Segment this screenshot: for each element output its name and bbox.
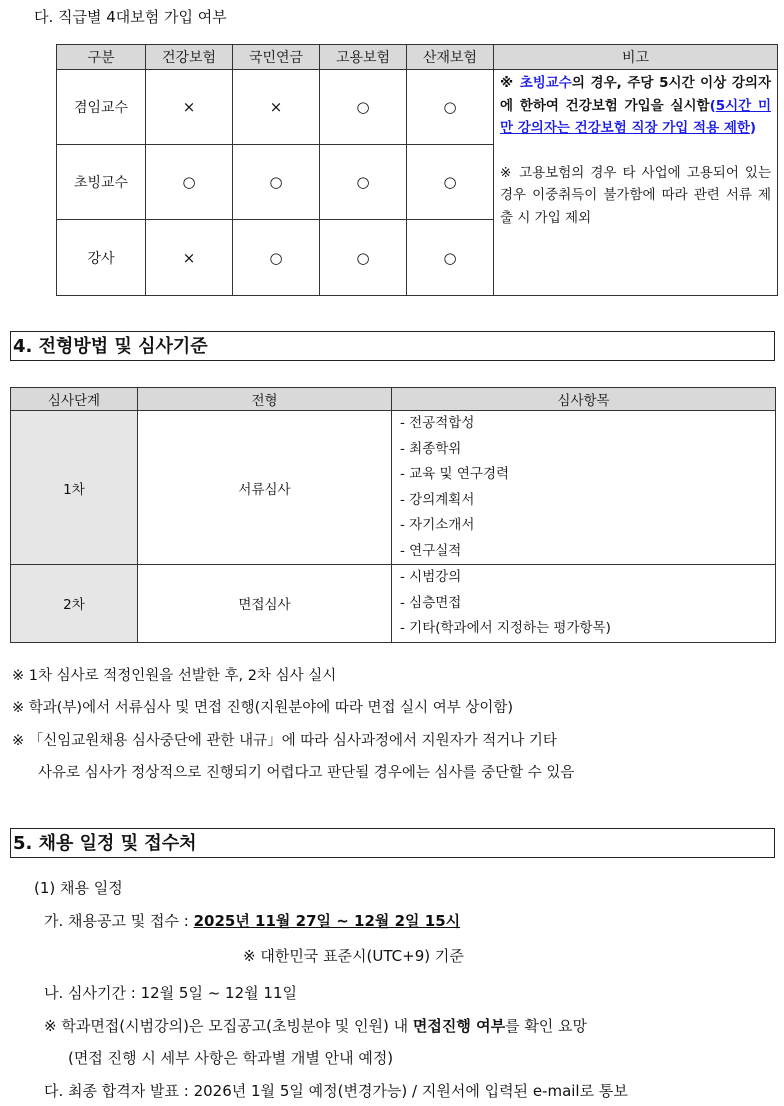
col-header: 건강보험 [146,45,233,70]
cell: ○ [146,145,233,220]
remark-para-2: ※ 고용보험의 경우 타 사업에 고용되어 있는 경우 이중취득이 불가함에 따라 관련 서류 제출 시 가입 제외 [500,164,771,226]
col-header: 고용보험 [320,45,407,70]
list-item: - 자기소개서 [400,517,475,533]
col-header: 심사단계 [11,388,138,411]
type-cell: 서류심사 [138,411,392,565]
table-row [11,565,776,643]
list-item: - 기타(학과에서 지정하는 평가항목) [400,620,611,636]
schedule-item-da: 다. 최종 합격자 발표 : 2026년 1월 5일 예정(변경가능) / 지원서에 입력된 e-mail로 통보 [44,1082,628,1100]
list-item: - 교육 및 연구경력 [400,466,510,482]
cell: ○ [407,70,494,145]
insurance-header-row [57,45,778,70]
schedule-item-na: 나. 심사기간 : 12월 5일 ~ 12월 11일 [44,984,297,1002]
interview-detail-note: (면접 진행 시 세부 사항은 학과별 개별 안내 예정) [68,1049,394,1067]
remark-link[interactable]: 5시간 미만 강의자는 건강보험 직장 가입 적용 제한 [500,97,771,136]
cell: ○ [320,145,407,220]
note-line: ※ 「신임교원채용 심사중단에 관한 내규」에 따라 심사과정에서 지원자가 적거나 기타 [12,733,557,749]
list-item: - 시범강의 [400,569,462,585]
list-item: - 연구실적 [400,542,462,559]
note-line: ※ 학과(부)에서 서류심사 및 면접 진행(지원분야에 따라 면접 실시 여부 상이함) [12,700,514,716]
application-period: 2025년 11월 27일 ~ 12월 2일 15시 [193,912,461,930]
note-line: 사유로 심사가 정상적으로 진행되기 어렵다고 판단될 경우에는 심사를 중단할 수 있음 [38,765,575,781]
interview-note: ※ 학과면접(시범강의)은 모집공고(초빙분야 및 인원) 내 면접진행 여부를 확인 요망 [44,1017,588,1035]
schedule-item-ga: 가. 채용공고 및 접수 : 2025년 11월 27일 ~ 12월 2일 15시 [44,912,461,930]
items-cell [392,411,776,565]
table-row [11,411,776,565]
list-item: - 최종학위 [400,440,462,457]
remark-cell [494,70,778,296]
col-header: 심사항목 [392,388,776,411]
cell: ○ [407,145,494,220]
col-header: 산재보험 [407,45,494,70]
cell: ○ [320,220,407,296]
row-label: 겸임교수 [57,70,146,145]
col-header: 국민연금 [233,45,320,70]
screening-header-row [11,388,776,411]
section5-title: 5. 채용 일정 및 접수처 [10,828,775,858]
cell: ○ [320,70,407,145]
remark-para-1: ※ 초빙교수의 경우, 주당 5시간 이상 강의자에 한하여 건강보험 가입을 실시함(5시간 미만 강의자는 건강보험 직장 가입 적용 제한) [500,75,772,136]
highlight-term: 초빙교수 [519,75,572,91]
table-row [57,70,778,145]
col-header: 비고 [494,45,778,70]
cell: × [233,70,320,145]
cell: ○ [233,220,320,296]
cell: ○ [233,145,320,220]
cell: × [146,220,233,296]
type-cell: 면접심사 [138,565,392,643]
col-header: 구분 [57,45,146,70]
schedule-subheading: (1) 채용 일정 [34,879,123,897]
items-cell [392,565,776,643]
list-item: - 심층면접 [400,594,462,611]
timezone-note: ※ 대한민국 표준시(UTC+9) 기준 [243,947,464,965]
note-line: ※ 1차 심사로 적정인원을 선발한 후, 2차 심사 실시 [12,668,337,684]
row-label: 강사 [57,220,146,296]
insurance-subtitle: 다. 직급별 4대보험 가입 여부 [34,8,227,26]
insurance-table [56,44,778,296]
row-label: 초빙교수 [57,145,146,220]
col-header: 전형 [138,388,392,411]
cell: × [146,70,233,145]
cell: ○ [407,220,494,296]
stage-cell: 2차 [11,565,138,643]
screening-table [10,387,776,643]
list-item: - 전공적합성 [400,415,475,431]
list-item: - 강의계획서 [400,491,475,508]
section4-title: 4. 전형방법 및 심사기준 [10,331,775,361]
stage-cell: 1차 [11,411,138,565]
